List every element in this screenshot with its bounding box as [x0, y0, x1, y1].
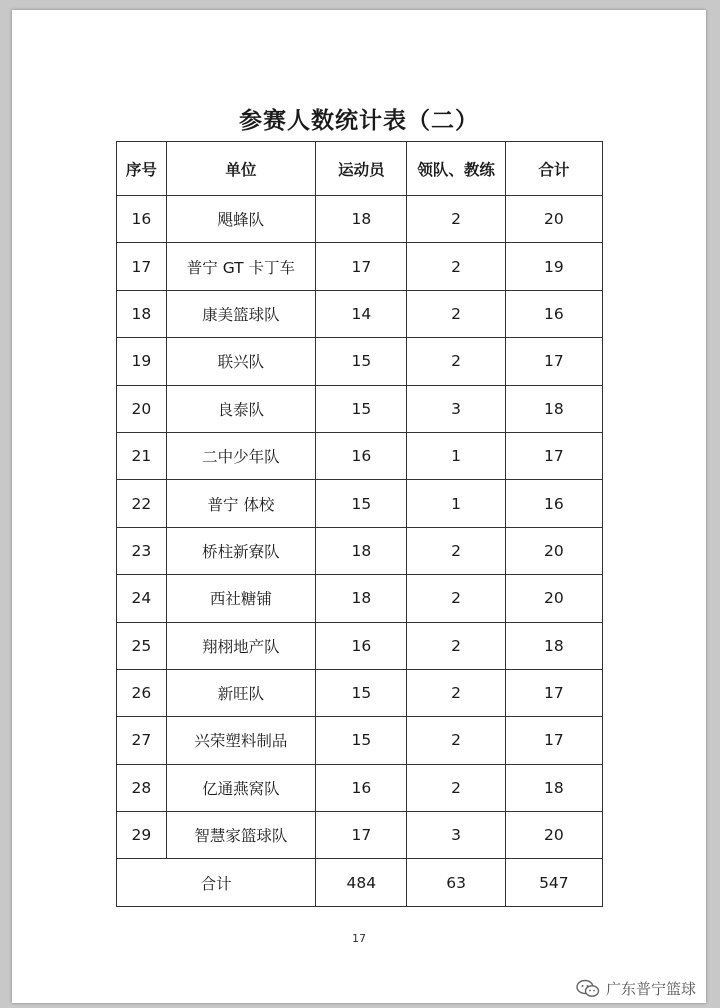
row-total: 20: [505, 527, 602, 574]
row-athletes: 16: [316, 764, 407, 811]
table-row: [117, 290, 603, 337]
row-athletes: 15: [316, 385, 407, 432]
row-index: 28: [117, 764, 167, 811]
table-row: [117, 527, 603, 574]
row-index: 18: [117, 290, 167, 337]
row-unit: 康美篮球队: [166, 290, 316, 337]
row-coaches: 3: [407, 812, 505, 859]
row-coaches: 3: [407, 385, 505, 432]
row-index: 26: [117, 669, 167, 716]
row-total: 18: [505, 622, 602, 669]
row-total: 20: [505, 196, 602, 243]
row-coaches: 1: [407, 432, 505, 479]
table-row: [117, 669, 603, 716]
row-unit: 良泰队: [166, 385, 316, 432]
row-coaches: 2: [407, 717, 505, 764]
row-coaches: 2: [407, 764, 505, 811]
row-unit: 普宁 体校: [166, 480, 316, 527]
row-total: 20: [505, 575, 602, 622]
table-row: [117, 764, 603, 811]
total-sum: 547: [505, 859, 602, 907]
row-total: 20: [505, 812, 602, 859]
table-header-row: [117, 142, 603, 196]
row-athletes: 17: [316, 812, 407, 859]
row-athletes: 18: [316, 527, 407, 574]
row-total: 16: [505, 480, 602, 527]
row-unit: 飓蜂队: [166, 196, 316, 243]
row-total: 17: [505, 669, 602, 716]
row-unit: 桥柱新寮队: [166, 527, 316, 574]
wechat-icon: [576, 979, 600, 999]
row-coaches: 2: [407, 669, 505, 716]
total-label: 合计: [117, 859, 316, 907]
row-athletes: 14: [316, 290, 407, 337]
row-index: 25: [117, 622, 167, 669]
row-coaches: 2: [407, 290, 505, 337]
row-total: 17: [505, 717, 602, 764]
header-unit: 单位: [166, 142, 316, 196]
row-index: 22: [117, 480, 167, 527]
row-unit: 亿通燕窝队: [166, 764, 316, 811]
row-coaches: 2: [407, 527, 505, 574]
row-coaches: 1: [407, 480, 505, 527]
header-index: 序号: [117, 142, 167, 196]
row-athletes: 15: [316, 669, 407, 716]
row-athletes: 16: [316, 432, 407, 479]
row-athletes: 18: [316, 575, 407, 622]
row-unit: 智慧家篮球队: [166, 812, 316, 859]
table-row: [117, 812, 603, 859]
page-title: 参赛人数统计表（二）: [239, 108, 479, 134]
row-index: 29: [117, 812, 167, 859]
row-unit: 西社糖铺: [166, 575, 316, 622]
watermark: [576, 978, 696, 999]
total-athletes: 484: [316, 859, 407, 907]
row-athletes: 15: [316, 338, 407, 385]
row-total: 17: [505, 432, 602, 479]
page-number: 17: [352, 932, 366, 945]
header-coaches: 领队、教练: [407, 142, 505, 196]
header-athletes: 运动员: [316, 142, 407, 196]
table-row: [117, 243, 603, 290]
row-index: 24: [117, 575, 167, 622]
row-total: 18: [505, 385, 602, 432]
row-total: 19: [505, 243, 602, 290]
table-total-row: [117, 859, 603, 907]
row-index: 21: [117, 432, 167, 479]
total-coaches: 63: [407, 859, 505, 907]
row-coaches: 2: [407, 196, 505, 243]
table-row: [117, 385, 603, 432]
row-coaches: 2: [407, 243, 505, 290]
row-index: 16: [117, 196, 167, 243]
table-row: [117, 575, 603, 622]
row-unit: 联兴队: [166, 338, 316, 385]
table-row: [117, 717, 603, 764]
row-coaches: 2: [407, 575, 505, 622]
row-athletes: 18: [316, 196, 407, 243]
table-row: [117, 196, 603, 243]
row-unit: 新旺队: [166, 669, 316, 716]
row-total: 18: [505, 764, 602, 811]
document-page: [12, 10, 706, 1003]
row-unit: 翔栩地产队: [166, 622, 316, 669]
watermark-text: 广东普宁篮球: [605, 980, 696, 998]
participants-table: [116, 141, 603, 907]
table-row: [117, 338, 603, 385]
row-coaches: 2: [407, 622, 505, 669]
row-athletes: 15: [316, 717, 407, 764]
row-coaches: 2: [407, 338, 505, 385]
row-unit: 兴荣塑料制品: [166, 717, 316, 764]
row-unit: 二中少年队: [166, 432, 316, 479]
row-index: 19: [117, 338, 167, 385]
row-total: 17: [505, 338, 602, 385]
header-total: 合计: [505, 142, 602, 196]
table-row: [117, 480, 603, 527]
row-index: 17: [117, 243, 167, 290]
row-index: 20: [117, 385, 167, 432]
row-athletes: 15: [316, 480, 407, 527]
row-index: 23: [117, 527, 167, 574]
row-total: 16: [505, 290, 602, 337]
row-athletes: 16: [316, 622, 407, 669]
row-unit: 普宁 GT 卡丁车: [166, 243, 316, 290]
table-row: [117, 622, 603, 669]
row-athletes: 17: [316, 243, 407, 290]
row-index: 27: [117, 717, 167, 764]
table-row: [117, 432, 603, 479]
